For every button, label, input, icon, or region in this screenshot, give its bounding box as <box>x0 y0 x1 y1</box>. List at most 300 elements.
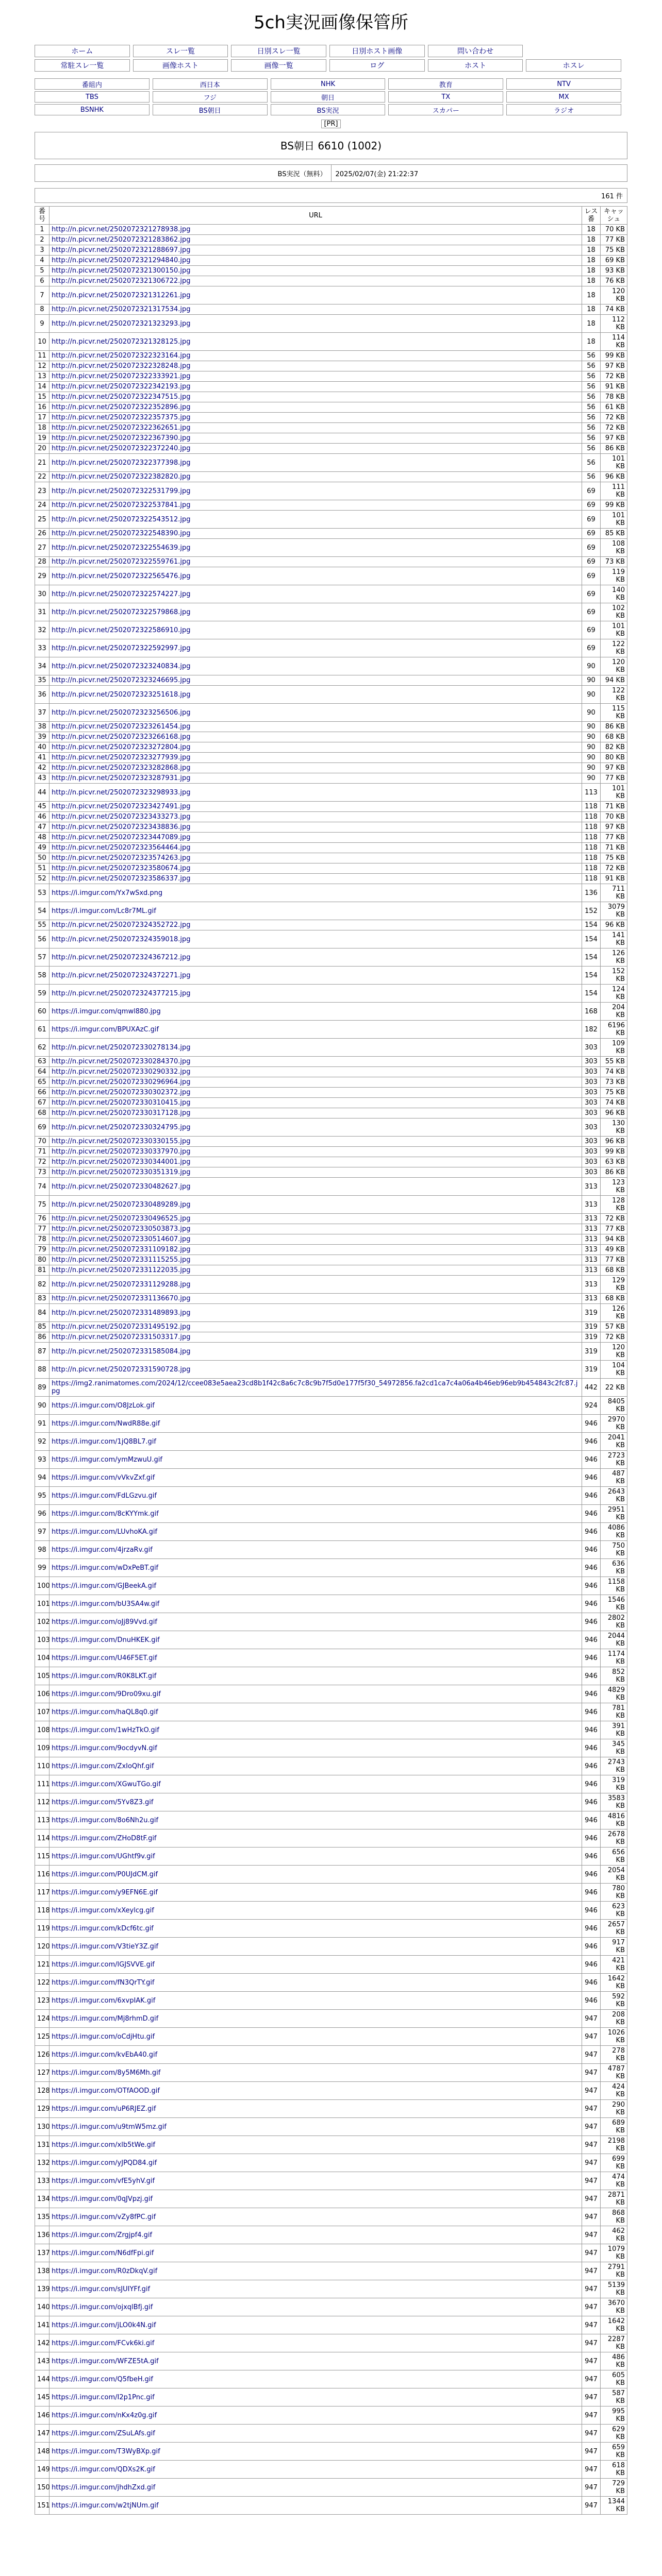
res-number[interactable]: 947 <box>582 2118 601 2136</box>
cache-size[interactable]: 71 KB <box>601 802 627 812</box>
image-link[interactable]: http://n.picvr.net/2502072323438836.jpg <box>52 823 191 831</box>
image-url[interactable] <box>49 1811 582 1829</box>
image-link[interactable]: http://n.picvr.net/2502072322543512.jpg <box>52 515 191 523</box>
image-link[interactable]: http://n.picvr.net/2502072322537841.jpg <box>52 501 191 509</box>
cache-size[interactable]: 2723 KB <box>601 1451 627 1469</box>
res-number[interactable]: 90 <box>582 657 601 675</box>
image-url[interactable] <box>49 1077 582 1088</box>
res-number[interactable]: 946 <box>582 1920 601 1938</box>
image-link[interactable]: http://n.picvr.net/2502072322548390.jpg <box>52 530 191 537</box>
image-url[interactable] <box>49 567 582 585</box>
cache-size[interactable]: 2643 KB <box>601 1487 627 1505</box>
image-url[interactable] <box>49 557 582 567</box>
cache-size[interactable]: 96 KB <box>601 472 627 482</box>
cache-size[interactable]: 781 KB <box>601 1703 627 1721</box>
image-link[interactable]: http://n.picvr.net/2502072323427491.jpg <box>52 803 191 810</box>
cache-size[interactable]: 2871 KB <box>601 2190 627 2208</box>
image-link[interactable]: https://i.imgur.com/U46F5ET.gif <box>52 1654 157 1662</box>
image-url[interactable] <box>49 2497 582 2515</box>
image-link[interactable]: http://n.picvr.net/2502072323564464.jpg <box>52 844 191 852</box>
res-number[interactable]: 946 <box>582 1775 601 1793</box>
nav-link[interactable]: 日別スレ一覧 <box>257 47 301 56</box>
res-number[interactable]: 303 <box>582 1077 601 1088</box>
image-link[interactable]: http://n.picvr.net/2502072322333921.jpg <box>52 372 191 380</box>
res-number[interactable]: 154 <box>582 967 601 985</box>
nav-link[interactable]: 画像ホスト <box>162 62 198 70</box>
cache-size[interactable]: 57 KB <box>601 1322 627 1332</box>
image-url[interactable] <box>49 686 582 704</box>
cache-size[interactable]: 75 KB <box>601 245 627 256</box>
image-url[interactable] <box>49 235 582 245</box>
image-link[interactable]: https://i.imgur.com/u9tmW5mz.gif <box>52 2123 167 2131</box>
cache-size[interactable]: 2802 KB <box>601 1613 627 1631</box>
image-url[interactable] <box>49 2425 582 2443</box>
image-link[interactable]: http://n.picvr.net/2502072330296964.jpg <box>52 1078 191 1086</box>
image-url[interactable] <box>49 1541 582 1559</box>
image-link[interactable]: http://n.picvr.net/2502072331503317.jpg <box>52 1333 191 1341</box>
image-url[interactable] <box>49 1003 582 1021</box>
cache-size[interactable]: 72 KB <box>601 1332 627 1343</box>
res-number[interactable]: 152 <box>582 902 601 920</box>
res-number[interactable]: 18 <box>582 235 601 245</box>
image-url[interactable] <box>49 657 582 675</box>
image-url[interactable] <box>49 1938 582 1956</box>
res-number[interactable]: 154 <box>582 948 601 967</box>
res-number[interactable]: 18 <box>582 266 601 276</box>
cache-size[interactable]: 93 KB <box>601 266 627 276</box>
res-number[interactable]: 303 <box>582 1147 601 1157</box>
image-url[interactable] <box>49 2028 582 2046</box>
image-link[interactable]: http://n.picvr.net/2502072323287931.jpg <box>52 774 191 782</box>
image-link[interactable]: http://n.picvr.net/2502072323433273.jpg <box>52 813 191 821</box>
channel-item[interactable] <box>153 104 268 115</box>
res-number[interactable]: 313 <box>582 1276 601 1294</box>
res-number[interactable]: 947 <box>582 2461 601 2479</box>
res-number[interactable]: 947 <box>582 2100 601 2118</box>
image-link[interactable]: https://i.imgur.com/lGJSVVE.gif <box>52 1960 155 1969</box>
cache-size[interactable]: 97 KB <box>601 822 627 833</box>
image-link[interactable]: http://n.picvr.net/2502072322574227.jpg <box>52 590 191 598</box>
cache-size[interactable]: 122 KB <box>601 686 627 704</box>
image-url[interactable] <box>49 603 582 621</box>
image-url[interactable] <box>49 2479 582 2497</box>
channel-item[interactable] <box>506 104 621 115</box>
res-number[interactable]: 947 <box>582 2280 601 2298</box>
res-number[interactable]: 56 <box>582 413 601 423</box>
cache-size[interactable]: 101 KB <box>601 511 627 529</box>
res-number[interactable]: 947 <box>582 2262 601 2280</box>
image-url[interactable] <box>49 1613 582 1631</box>
image-url[interactable] <box>49 2388 582 2406</box>
res-number[interactable]: 90 <box>582 675 601 686</box>
image-link[interactable]: https://i.imgur.com/oJj89Vvd.gif <box>52 1618 157 1626</box>
image-link[interactable]: https://i.imgur.com/8o6Nh2u.gif <box>52 1816 159 1824</box>
image-url[interactable] <box>49 1631 582 1649</box>
res-number[interactable]: 946 <box>582 1848 601 1866</box>
res-number[interactable]: 69 <box>582 539 601 557</box>
image-link[interactable]: https://i.imgur.com/vZy8fPC.gif <box>52 2213 156 2221</box>
cache-size[interactable]: 623 KB <box>601 1902 627 1920</box>
nav-link[interactable]: 画像一覧 <box>264 62 293 70</box>
image-link[interactable]: https://i.imgur.com/DnuHKEK.gif <box>52 1636 160 1644</box>
cache-size[interactable]: 120 KB <box>601 657 627 675</box>
image-link[interactable]: https://i.imgur.com/O8JzLok.gif <box>52 1401 155 1410</box>
image-url[interactable] <box>49 2226 582 2244</box>
channel-link[interactable]: 朝日 <box>321 94 335 102</box>
image-link[interactable]: https://i.imgur.com/N6dfFpi.gif <box>52 2249 154 2257</box>
image-link[interactable]: https://i.imgur.com/w2tjNUm.gif <box>52 2501 159 2510</box>
cache-size[interactable]: 101 KB <box>601 621 627 639</box>
res-number[interactable]: 69 <box>582 585 601 603</box>
res-number[interactable]: 313 <box>582 1255 601 1265</box>
image-url[interactable] <box>49 2244 582 2262</box>
cache-size[interactable]: 2198 KB <box>601 2136 627 2154</box>
nav-item[interactable] <box>231 59 326 72</box>
cache-size[interactable]: 122 KB <box>601 639 627 657</box>
image-link[interactable]: https://i.imgur.com/oCdjHtu.gif <box>52 2032 155 2041</box>
cache-size[interactable]: 77 KB <box>601 773 627 784</box>
cache-size[interactable]: 69 KB <box>601 256 627 266</box>
image-link[interactable]: https://i.imgur.com/vfE5yhV.gif <box>52 2177 155 2185</box>
res-number[interactable]: 946 <box>582 1721 601 1739</box>
cache-size[interactable]: 97 KB <box>601 433 627 444</box>
res-number[interactable]: 946 <box>582 1739 601 1757</box>
channel-link[interactable]: BS実況 <box>317 107 339 115</box>
res-number[interactable]: 56 <box>582 371 601 382</box>
image-url[interactable] <box>49 225 582 235</box>
image-link[interactable]: http://n.picvr.net/2502072321288697.jpg <box>52 246 191 254</box>
cache-size[interactable]: 82 KB <box>601 742 627 753</box>
channel-link[interactable]: フジ <box>203 94 217 102</box>
image-url[interactable] <box>49 1703 582 1721</box>
image-url[interactable] <box>49 2262 582 2280</box>
res-number[interactable]: 18 <box>582 245 601 256</box>
image-link[interactable]: https://i.imgur.com/5Yv8Z3.gif <box>52 1798 154 1806</box>
image-url[interactable] <box>49 2316 582 2334</box>
cache-size[interactable]: 319 KB <box>601 1775 627 1793</box>
image-url[interactable] <box>49 2406 582 2425</box>
res-number[interactable]: 947 <box>582 2388 601 2406</box>
cache-size[interactable]: 1642 KB <box>601 1974 627 1992</box>
res-number[interactable]: 946 <box>582 1487 601 1505</box>
cache-size[interactable]: 68 KB <box>601 1294 627 1304</box>
image-url[interactable] <box>49 2046 582 2064</box>
image-link[interactable]: http://n.picvr.net/2502072323282868.jpg <box>52 764 191 772</box>
image-link[interactable]: http://n.picvr.net/2502072331590728.jpg <box>52 1365 191 1374</box>
image-link[interactable]: https://i.imgur.com/uP6RJEZ.gif <box>52 2105 156 2113</box>
cache-size[interactable]: 86 KB <box>601 722 627 732</box>
image-url[interactable] <box>49 863 582 874</box>
image-url[interactable] <box>49 2280 582 2298</box>
res-number[interactable]: 946 <box>582 1415 601 1433</box>
res-number[interactable]: 18 <box>582 333 601 351</box>
cache-size[interactable]: 102 KB <box>601 603 627 621</box>
image-url[interactable] <box>49 773 582 784</box>
cache-size[interactable]: 711 KB <box>601 884 627 902</box>
image-url[interactable] <box>49 1848 582 1866</box>
image-link[interactable]: http://n.picvr.net/2502072330496525.jpg <box>52 1215 191 1223</box>
image-link[interactable]: http://n.picvr.net/2502072330503873.jpg <box>52 1225 191 1233</box>
res-number[interactable]: 924 <box>582 1397 601 1415</box>
res-number[interactable]: 946 <box>582 1523 601 1541</box>
res-number[interactable]: 946 <box>582 1667 601 1685</box>
cache-size[interactable]: 61 KB <box>601 402 627 413</box>
image-link[interactable]: https://i.imgur.com/Mj8rhmD.gif <box>52 2014 159 2023</box>
image-url[interactable] <box>49 802 582 812</box>
channel-link[interactable]: ラジオ <box>554 107 574 115</box>
image-link[interactable]: https://i.imgur.com/ZSuLAfs.gif <box>52 2429 155 2437</box>
res-number[interactable]: 946 <box>582 1649 601 1667</box>
channel-link[interactable]: スカパー <box>432 107 459 115</box>
image-url[interactable] <box>49 2082 582 2100</box>
cache-size[interactable]: 424 KB <box>601 2082 627 2100</box>
channel-item[interactable] <box>506 91 621 103</box>
image-url[interactable] <box>49 1667 582 1685</box>
res-number[interactable]: 56 <box>582 402 601 413</box>
cache-size[interactable]: 72 KB <box>601 863 627 874</box>
cache-size[interactable]: 96 KB <box>601 920 627 930</box>
cache-size[interactable]: 618 KB <box>601 2461 627 2479</box>
image-link[interactable]: https://i.imgur.com/0qJVpzj.gif <box>52 2195 153 2203</box>
nav-item[interactable] <box>133 59 228 72</box>
image-link[interactable]: http://n.picvr.net/2502072324372271.jpg <box>52 971 191 979</box>
res-number[interactable]: 319 <box>582 1343 601 1361</box>
image-url[interactable] <box>49 2370 582 2388</box>
image-url[interactable] <box>49 529 582 539</box>
res-number[interactable]: 946 <box>582 1595 601 1613</box>
image-link[interactable]: http://n.picvr.net/2502072322372240.jpg <box>52 445 191 452</box>
cache-size[interactable]: 2791 KB <box>601 2262 627 2280</box>
image-url[interactable] <box>49 402 582 413</box>
image-url[interactable] <box>49 511 582 529</box>
image-link[interactable]: https://i.imgur.com/haQL8q0.gif <box>52 1708 158 1716</box>
image-link[interactable]: https://i.imgur.com/vVkvZxf.gif <box>52 1473 155 1482</box>
cache-size[interactable]: 699 KB <box>601 2154 627 2172</box>
channel-item[interactable] <box>153 91 268 103</box>
image-link[interactable]: https://i.imgur.com/bU3SA4w.gif <box>52 1600 160 1608</box>
res-number[interactable]: 946 <box>582 1433 601 1451</box>
image-url[interactable] <box>49 1178 582 1196</box>
nav-link[interactable]: 日別ホスト画像 <box>352 47 403 56</box>
cache-size[interactable]: 97 KB <box>601 763 627 773</box>
image-link[interactable]: https://i.imgur.com/Lc8r7ML.gif <box>52 907 156 915</box>
image-url[interactable] <box>49 1304 582 1322</box>
image-link[interactable]: https://i.imgur.com/y9EFN6E.gif <box>52 1888 158 1896</box>
image-url[interactable] <box>49 722 582 732</box>
image-link[interactable]: https://i.imgur.com/R0zDkqV.gif <box>52 2267 158 2275</box>
image-url[interactable] <box>49 1265 582 1276</box>
image-link[interactable]: http://n.picvr.net/2502072331122035.jpg <box>52 1266 191 1274</box>
cache-size[interactable]: 124 KB <box>601 985 627 1003</box>
image-link[interactable]: http://n.picvr.net/2502072323298933.jpg <box>52 788 191 796</box>
res-number[interactable]: 947 <box>582 2298 601 2316</box>
res-number[interactable]: 303 <box>582 1098 601 1108</box>
cache-size[interactable]: 2970 KB <box>601 1415 627 1433</box>
res-number[interactable]: 947 <box>582 2082 601 2100</box>
image-link[interactable]: http://n.picvr.net/2502072322377398.jpg <box>52 459 191 467</box>
image-link[interactable]: http://n.picvr.net/2502072324359018.jpg <box>52 935 191 943</box>
res-number[interactable]: 442 <box>582 1379 601 1397</box>
image-link[interactable]: http://n.picvr.net/2502072323266168.jpg <box>52 733 191 741</box>
cache-size[interactable]: 6196 KB <box>601 1021 627 1039</box>
cache-size[interactable]: 119 KB <box>601 567 627 585</box>
image-url[interactable] <box>49 1343 582 1361</box>
res-number[interactable]: 946 <box>582 1956 601 1974</box>
image-url[interactable] <box>49 1067 582 1077</box>
image-url[interactable] <box>49 2064 582 2082</box>
image-link[interactable]: http://n.picvr.net/2502072331129288.jpg <box>52 1280 191 1289</box>
res-number[interactable]: 947 <box>582 2028 601 2046</box>
image-url[interactable] <box>49 1559 582 1577</box>
cache-size[interactable]: 2287 KB <box>601 2334 627 2352</box>
res-number[interactable]: 946 <box>582 1902 601 1920</box>
cache-size[interactable]: 2678 KB <box>601 1829 627 1848</box>
image-url[interactable] <box>49 1595 582 1613</box>
cache-size[interactable]: 72 KB <box>601 371 627 382</box>
res-number[interactable]: 303 <box>582 1039 601 1057</box>
cache-size[interactable]: 4816 KB <box>601 1811 627 1829</box>
channel-item[interactable] <box>35 91 150 103</box>
res-number[interactable]: 946 <box>582 1829 601 1848</box>
cache-size[interactable]: 94 KB <box>601 1234 627 1245</box>
image-url[interactable] <box>49 1739 582 1757</box>
image-link[interactable]: https://i.imgur.com/QDXs2K.gif <box>52 2465 155 2473</box>
cache-size[interactable]: 126 KB <box>601 948 627 967</box>
image-url[interactable] <box>49 1505 582 1523</box>
res-number[interactable]: 303 <box>582 1067 601 1077</box>
res-number[interactable]: 946 <box>582 1631 601 1649</box>
res-number[interactable]: 947 <box>582 2046 601 2064</box>
image-url[interactable] <box>49 1255 582 1265</box>
res-number[interactable]: 946 <box>582 1469 601 1487</box>
cache-size[interactable]: 3670 KB <box>601 2298 627 2316</box>
res-number[interactable]: 946 <box>582 1541 601 1559</box>
res-number[interactable]: 90 <box>582 742 601 753</box>
cache-size[interactable]: 486 KB <box>601 2352 627 2370</box>
image-url[interactable] <box>49 763 582 773</box>
image-url[interactable] <box>49 874 582 884</box>
image-link[interactable]: https://i.imgur.com/ymMzwuU.gif <box>52 1455 162 1464</box>
image-link[interactable]: http://n.picvr.net/2502072330344001.jpg <box>52 1158 191 1166</box>
res-number[interactable]: 946 <box>582 1974 601 1992</box>
image-link[interactable]: http://n.picvr.net/2502072321278938.jpg <box>52 226 191 233</box>
cache-size[interactable]: 91 KB <box>601 874 627 884</box>
cache-size[interactable]: 123 KB <box>601 1178 627 1196</box>
cache-size[interactable]: 4787 KB <box>601 2064 627 2082</box>
image-link[interactable]: https://i.imgur.com/8y5M6Mh.gif <box>52 2069 161 2077</box>
image-link[interactable]: http://n.picvr.net/2502072322592997.jpg <box>52 644 191 652</box>
res-number[interactable]: 319 <box>582 1322 601 1332</box>
image-link[interactable]: https://i.imgur.com/ojxqlBfj.gif <box>52 2303 153 2311</box>
image-link[interactable]: http://n.picvr.net/2502072323277939.jpg <box>52 754 191 761</box>
image-link[interactable]: https://i.imgur.com/fN3QrTY.gif <box>52 1978 155 1987</box>
cache-size[interactable]: 86 KB <box>601 1167 627 1178</box>
cache-size[interactable]: 63 KB <box>601 1157 627 1167</box>
image-link[interactable]: http://n.picvr.net/2502072330482627.jpg <box>52 1182 191 1191</box>
image-url[interactable] <box>49 822 582 833</box>
image-url[interactable] <box>49 1433 582 1451</box>
nav-item[interactable] <box>35 59 130 72</box>
cache-size[interactable]: 101 KB <box>601 454 627 472</box>
image-link[interactable]: http://n.picvr.net/2502072331585084.jpg <box>52 1347 191 1355</box>
image-link[interactable]: http://n.picvr.net/2502072321317534.jpg <box>52 306 191 313</box>
image-url[interactable] <box>49 1214 582 1224</box>
image-link[interactable]: https://i.imgur.com/9ocdyvN.gif <box>52 1744 157 1752</box>
res-number[interactable]: 947 <box>582 2497 601 2515</box>
image-link[interactable]: https://i.imgur.com/1jQ8BL7.gif <box>52 1437 156 1446</box>
cache-size[interactable]: 49 KB <box>601 1245 627 1255</box>
cache-size[interactable]: 689 KB <box>601 2118 627 2136</box>
image-link[interactable]: https://i.imgur.com/Yx7wSxd.png <box>52 889 163 897</box>
cache-size[interactable]: 75 KB <box>601 853 627 863</box>
image-url[interactable] <box>49 1469 582 1487</box>
image-url[interactable] <box>49 753 582 763</box>
image-link[interactable]: https://i.imgur.com/kDcf6tc.gif <box>52 1924 154 1933</box>
cache-size[interactable]: 2743 KB <box>601 1757 627 1775</box>
channel-link[interactable]: 教育 <box>439 81 453 89</box>
cache-size[interactable]: 995 KB <box>601 2406 627 2425</box>
image-url[interactable] <box>49 1523 582 1541</box>
image-url[interactable] <box>49 1829 582 1848</box>
res-number[interactable]: 946 <box>582 1866 601 1884</box>
image-url[interactable] <box>49 1775 582 1793</box>
image-link[interactable]: http://n.picvr.net/2502072322328248.jpg <box>52 362 191 370</box>
cache-size[interactable]: 86 KB <box>601 444 627 454</box>
image-link[interactable]: http://n.picvr.net/2502072331489893.jpg <box>52 1309 191 1317</box>
res-number[interactable]: 182 <box>582 1021 601 1039</box>
cache-size[interactable]: 421 KB <box>601 1956 627 1974</box>
image-url[interactable] <box>49 433 582 444</box>
image-url[interactable] <box>49 1866 582 1884</box>
cache-size[interactable]: 750 KB <box>601 1541 627 1559</box>
cache-size[interactable]: 101 KB <box>601 784 627 802</box>
image-url[interactable] <box>49 2154 582 2172</box>
image-link[interactable]: http://n.picvr.net/2502072331136670.jpg <box>52 1295 191 1302</box>
image-link[interactable]: http://n.picvr.net/2502072322352896.jpg <box>52 403 191 411</box>
image-url[interactable] <box>49 1793 582 1811</box>
image-url[interactable] <box>49 1157 582 1167</box>
image-url[interactable] <box>49 382 582 392</box>
cache-size[interactable]: 76 KB <box>601 276 627 286</box>
image-link[interactable]: http://n.picvr.net/2502072323586337.jpg <box>52 875 191 883</box>
cache-size[interactable]: 73 KB <box>601 557 627 567</box>
image-link[interactable]: http://n.picvr.net/2502072331109182.jpg <box>52 1246 191 1253</box>
nav-link[interactable]: ホスレ <box>562 62 585 70</box>
image-link[interactable]: https://i.imgur.com/ZxIoQhf.gif <box>52 1762 154 1770</box>
cache-size[interactable]: 1344 KB <box>601 2497 627 2515</box>
image-link[interactable]: https://i.imgur.com/1wHzTkO.gif <box>52 1726 159 1734</box>
image-url[interactable] <box>49 266 582 276</box>
cache-size[interactable]: 629 KB <box>601 2425 627 2443</box>
image-url[interactable] <box>49 539 582 557</box>
res-number[interactable]: 303 <box>582 1157 601 1167</box>
res-number[interactable]: 946 <box>582 1559 601 1577</box>
image-link[interactable]: https://i.imgur.com/I2p1Pnc.gif <box>52 2393 155 2401</box>
image-link[interactable]: http://n.picvr.net/2502072330514607.jpg <box>52 1235 191 1243</box>
res-number[interactable]: 56 <box>582 444 601 454</box>
cache-size[interactable]: 1174 KB <box>601 1649 627 1667</box>
image-link[interactable]: https://i.imgur.com/sJUIYFf.gif <box>52 2285 151 2293</box>
image-link[interactable]: https://i.imgur.com/jLO0k4N.gif <box>52 2321 156 2329</box>
image-url[interactable] <box>49 315 582 333</box>
image-link[interactable]: http://n.picvr.net/2502072323240834.jpg <box>52 662 191 670</box>
cache-size[interactable]: 290 KB <box>601 2100 627 2118</box>
cache-size[interactable]: 74 KB <box>601 1067 627 1077</box>
image-url[interactable] <box>49 1974 582 1992</box>
cache-size[interactable]: 94 KB <box>601 675 627 686</box>
res-number[interactable]: 313 <box>582 1178 601 1196</box>
cache-size[interactable]: 129 KB <box>601 1276 627 1294</box>
